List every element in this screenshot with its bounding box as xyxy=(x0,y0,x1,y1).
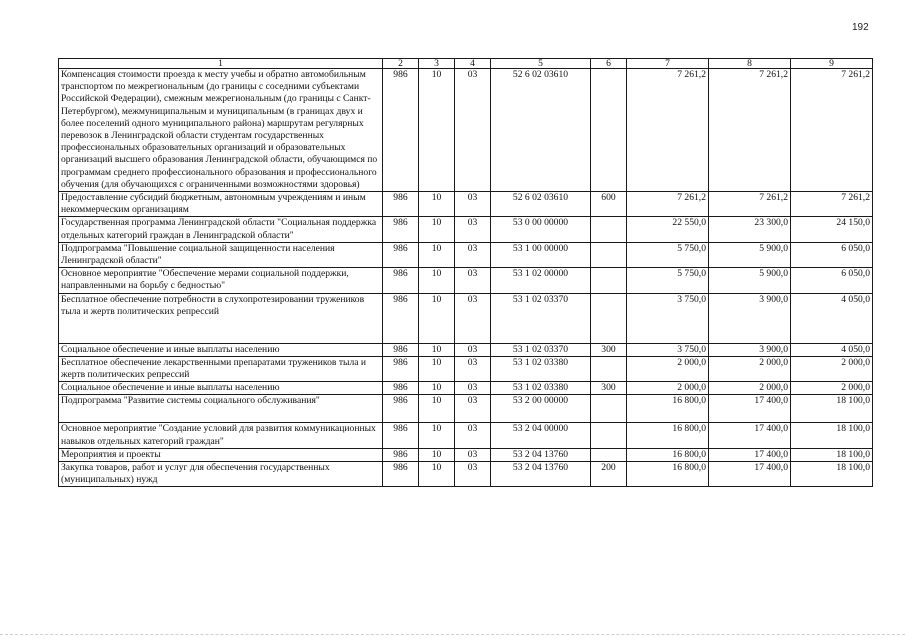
page-number: 192 xyxy=(852,22,869,33)
target-article-cell: 53 1 02 03380 xyxy=(491,382,591,395)
amount-cell-col7: 16 800,0 xyxy=(627,423,709,448)
amount-cell-col9: 4 050,0 xyxy=(791,343,873,356)
col-header: 7 xyxy=(627,59,709,69)
table-row xyxy=(59,242,873,267)
amount-cell-col8: 17 400,0 xyxy=(709,395,791,423)
subsection-cell: 03 xyxy=(455,69,491,192)
expense-type-cell xyxy=(591,395,627,423)
section-cell: 10 xyxy=(419,268,455,293)
expense-type-cell: 300 xyxy=(591,382,627,395)
expense-type-cell: 600 xyxy=(591,192,627,217)
target-article-cell: 53 2 04 13760 xyxy=(491,462,591,487)
section-cell: 10 xyxy=(419,293,455,343)
ministry-code-cell: 986 xyxy=(383,69,419,192)
section-cell: 10 xyxy=(419,462,455,487)
item-name-cell: Предоставление субсидий бюджетным, автономным учреждениям и иным некоммерческим организациям xyxy=(59,192,383,217)
amount-cell-col8: 5 900,0 xyxy=(709,268,791,293)
expense-type-cell xyxy=(591,217,627,242)
item-name-cell: Бесплатное обеспечение потребности в слухопротезировании тружеников тыла и жертв политических репрессий xyxy=(59,293,383,343)
amount-cell-col7: 3 750,0 xyxy=(627,293,709,343)
table-row xyxy=(59,268,873,293)
amount-cell-col7: 2 000,0 xyxy=(627,356,709,381)
col-header: 5 xyxy=(491,59,591,69)
section-cell: 10 xyxy=(419,382,455,395)
col-header: 4 xyxy=(455,59,491,69)
target-article-cell: 52 6 02 03610 xyxy=(491,192,591,217)
subsection-cell: 03 xyxy=(455,395,491,423)
amount-cell-col8: 3 900,0 xyxy=(709,293,791,343)
col-header: 1 xyxy=(59,59,383,69)
table-row xyxy=(59,69,873,192)
amount-cell-col8: 17 400,0 xyxy=(709,462,791,487)
amount-cell-col9: 7 261,2 xyxy=(791,192,873,217)
amount-cell-col8: 17 400,0 xyxy=(709,423,791,448)
ministry-code-cell: 986 xyxy=(383,192,419,217)
item-name-cell: Бесплатное обеспечение лекарственными препаратами тружеников тыла и жертв политических репрессий xyxy=(59,356,383,381)
amount-cell-col8: 3 900,0 xyxy=(709,343,791,356)
target-article-cell: 53 1 02 00000 xyxy=(491,268,591,293)
ministry-code-cell: 986 xyxy=(383,293,419,343)
amount-cell-col8: 2 000,0 xyxy=(709,356,791,381)
amount-cell-col7: 16 800,0 xyxy=(627,395,709,423)
ministry-code-cell: 986 xyxy=(383,448,419,461)
col-header: 2 xyxy=(383,59,419,69)
section-cell: 10 xyxy=(419,356,455,381)
target-article-cell: 52 6 02 03610 xyxy=(491,69,591,192)
item-name-cell: Основное мероприятие "Создание условий для развития коммуникационных навыков отдельных категорий граждан" xyxy=(59,423,383,448)
subsection-cell: 03 xyxy=(455,268,491,293)
section-cell: 10 xyxy=(419,423,455,448)
amount-cell-col7: 22 550,0 xyxy=(627,217,709,242)
expense-type-cell xyxy=(591,268,627,293)
amount-cell-col7: 7 261,2 xyxy=(627,192,709,217)
subsection-cell: 03 xyxy=(455,356,491,381)
ministry-code-cell: 986 xyxy=(383,462,419,487)
col-header: 6 xyxy=(591,59,627,69)
expense-type-cell xyxy=(591,448,627,461)
expense-type-cell xyxy=(591,423,627,448)
table-row xyxy=(59,395,873,423)
target-article-cell: 53 2 00 00000 xyxy=(491,395,591,423)
amount-cell-col7: 7 261,2 xyxy=(627,69,709,192)
expense-type-cell: 200 xyxy=(591,462,627,487)
expense-type-cell xyxy=(591,242,627,267)
amount-cell-col8: 7 261,2 xyxy=(709,69,791,192)
subsection-cell: 03 xyxy=(455,423,491,448)
subsection-cell: 03 xyxy=(455,242,491,267)
table-row xyxy=(59,448,873,461)
ministry-code-cell: 986 xyxy=(383,343,419,356)
subsection-cell: 03 xyxy=(455,293,491,343)
section-cell: 10 xyxy=(419,217,455,242)
item-name-cell: Социальное обеспечение и иные выплаты населению xyxy=(59,382,383,395)
amount-cell-col9: 2 000,0 xyxy=(791,382,873,395)
expense-type-cell: 300 xyxy=(591,343,627,356)
col-header: 9 xyxy=(791,59,873,69)
target-article-cell: 53 1 00 00000 xyxy=(491,242,591,267)
table-row xyxy=(59,462,873,487)
ministry-code-cell: 986 xyxy=(383,268,419,293)
ministry-code-cell: 986 xyxy=(383,423,419,448)
section-cell: 10 xyxy=(419,69,455,192)
section-cell: 10 xyxy=(419,395,455,423)
table-row xyxy=(59,423,873,448)
amount-cell-col9: 2 000,0 xyxy=(791,356,873,381)
target-article-cell: 53 1 02 03380 xyxy=(491,356,591,381)
section-cell: 10 xyxy=(419,343,455,356)
section-cell: 10 xyxy=(419,448,455,461)
subsection-cell: 03 xyxy=(455,343,491,356)
ministry-code-cell: 986 xyxy=(383,382,419,395)
subsection-cell: 03 xyxy=(455,192,491,217)
budget-table xyxy=(58,58,873,487)
section-cell: 10 xyxy=(419,242,455,267)
scan-edge-line xyxy=(0,634,905,636)
subsection-cell: 03 xyxy=(455,462,491,487)
ministry-code-cell: 986 xyxy=(383,242,419,267)
item-name-cell: Мероприятия и проекты xyxy=(59,448,383,461)
table-row xyxy=(59,356,873,381)
amount-cell-col8: 17 400,0 xyxy=(709,448,791,461)
amount-cell-col8: 5 900,0 xyxy=(709,242,791,267)
subsection-cell: 03 xyxy=(455,382,491,395)
table-row xyxy=(59,343,873,356)
subsection-cell: 03 xyxy=(455,217,491,242)
section-cell: 10 xyxy=(419,192,455,217)
target-article-cell: 53 2 04 13760 xyxy=(491,448,591,461)
table-row xyxy=(59,192,873,217)
expense-type-cell xyxy=(591,69,627,192)
target-article-cell: 53 2 04 00000 xyxy=(491,423,591,448)
col-header: 3 xyxy=(419,59,455,69)
target-article-cell: 53 1 02 03370 xyxy=(491,343,591,356)
ministry-code-cell: 986 xyxy=(383,395,419,423)
item-name-cell: Государственная программа Ленинградской области "Социальная поддержка отдельных категорий граждан в Ленинградской области" xyxy=(59,217,383,242)
expense-type-cell xyxy=(591,293,627,343)
amount-cell-col9: 6 050,0 xyxy=(791,242,873,267)
amount-cell-col8: 23 300,0 xyxy=(709,217,791,242)
amount-cell-col9: 6 050,0 xyxy=(791,268,873,293)
expense-type-cell xyxy=(591,356,627,381)
amount-cell-col7: 5 750,0 xyxy=(627,268,709,293)
amount-cell-col7: 3 750,0 xyxy=(627,343,709,356)
subsection-cell: 03 xyxy=(455,448,491,461)
item-name-cell: Подпрограмма "Развитие системы социального обслуживания" xyxy=(59,395,383,423)
item-name-cell: Основное мероприятие "Обеспечение мерами социальной поддержки, направленными на борьбу с бедностью" xyxy=(59,268,383,293)
table-row xyxy=(59,293,873,343)
amount-cell-col9: 18 100,0 xyxy=(791,423,873,448)
item-name-cell: Закупка товаров, работ и услуг для обеспечения государственных (муниципальных) нужд xyxy=(59,462,383,487)
target-article-cell: 53 1 02 03370 xyxy=(491,293,591,343)
table-row xyxy=(59,382,873,395)
col-header: 8 xyxy=(709,59,791,69)
item-name-cell: Социальное обеспечение и иные выплаты населению xyxy=(59,343,383,356)
item-name-cell: Компенсация стоимости проезда к месту учебы и обратно автомобильным транспортом по межрегиональным (до границы с соседними субъектами Российской Федерации), смежным межрегиональным (до границы с Санкт-Петербургом), межмуниципальным и муниципальным (в границах двух и более поселений одного муниципального района) маршрутам регулярных перевозок в Ленинградской области студентам государственных профессиональных образовательных организаций и образовательных организаций высшего образования Ленинградской области, обучающимся по программам среднего профессионального образования и профессионального обучения (для обучающихся с ограниченными возможностями здоровья) xyxy=(59,69,383,192)
table-row xyxy=(59,217,873,242)
amount-cell-col7: 2 000,0 xyxy=(627,382,709,395)
amount-cell-col7: 16 800,0 xyxy=(627,448,709,461)
amount-cell-col8: 2 000,0 xyxy=(709,382,791,395)
header-row xyxy=(59,59,873,69)
target-article-cell: 53 0 00 00000 xyxy=(491,217,591,242)
item-name-cell: Подпрограмма "Повышение социальной защищенности населения Ленинградской области" xyxy=(59,242,383,267)
amount-cell-col9: 18 100,0 xyxy=(791,395,873,423)
amount-cell-col9: 18 100,0 xyxy=(791,462,873,487)
ministry-code-cell: 986 xyxy=(383,217,419,242)
amount-cell-col9: 24 150,0 xyxy=(791,217,873,242)
amount-cell-col9: 7 261,2 xyxy=(791,69,873,192)
amount-cell-col8: 7 261,2 xyxy=(709,192,791,217)
amount-cell-col9: 4 050,0 xyxy=(791,293,873,343)
amount-cell-col9: 18 100,0 xyxy=(791,448,873,461)
amount-cell-col7: 16 800,0 xyxy=(627,462,709,487)
amount-cell-col7: 5 750,0 xyxy=(627,242,709,267)
ministry-code-cell: 986 xyxy=(383,356,419,381)
